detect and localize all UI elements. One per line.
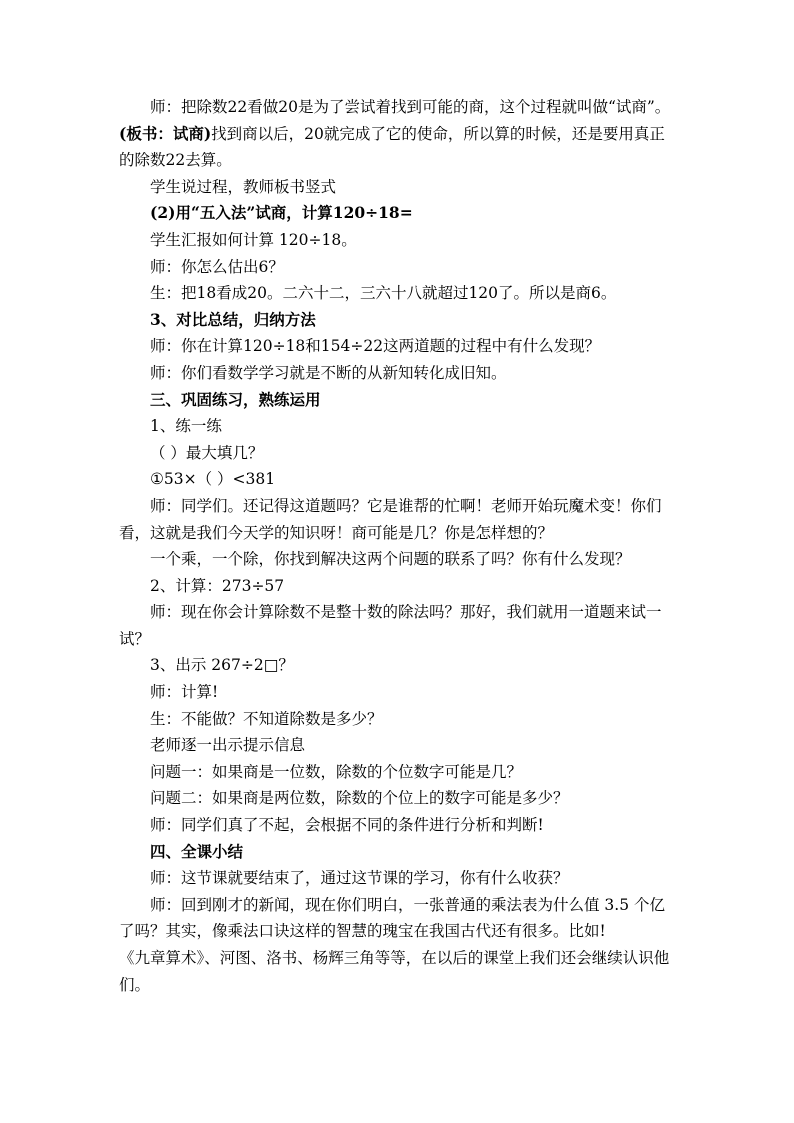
text-run: 一个乘，一个除，你找到解决这两个问题的联系了吗？你有什么发现？ (150, 550, 631, 569)
text-run: 3、出示 267÷2□？ (150, 656, 294, 675)
text-run: 生：把18看成20。二六十二，三六十八就超过120了。所以是商6。 (150, 284, 617, 303)
paragraph-18 (119, 652, 675, 679)
text-run: ①53×（ ）<381 (150, 470, 276, 489)
text-run: 学生说过程，教师板书竖式 (150, 177, 337, 196)
text-run: 师：你们看数学学习就是不断的从新知转化成旧知。 (150, 363, 507, 382)
text-run: 问题一：如果商是一位数，除数的个位数字可能是几？ (150, 762, 523, 781)
paragraph-1 (119, 94, 675, 174)
text-run: 师：回到刚才的新闻，现在你们明白，一张普通的乘法表为什么值 3.5 个亿了吗？其实，像乘法口诀这样的智慧的瑰宝在我国古代还有很多。比如! (119, 895, 666, 941)
bold-text-run: 三、巩固练习，熟练运用 (150, 389, 321, 409)
text-run: 老师逐一出示提示信息 (150, 736, 306, 755)
paragraph-4 (119, 227, 675, 254)
text-run: 师：同学们。还记得这道题吗？它是谁帮的忙啊！老师开始玩魔术变！你们看，这就是我们今天学的知识呀！商可能是几？你是怎样想的？ (119, 496, 662, 542)
bold-text-run: (2)用“五入法”试商，计算120÷18= (150, 203, 413, 223)
paragraph-28 (119, 945, 675, 998)
text-run: 师：你在计算120÷18和154÷22这两道题的过程中有什么发现？ (150, 337, 601, 356)
paragraph-9 (119, 360, 675, 387)
text-run: 学生汇报如何计算 120÷18。 (150, 230, 357, 249)
text-run: 2、计算：273÷57 (150, 576, 285, 595)
paragraph-27 (119, 892, 675, 945)
bold-text-run: 3、对比总结，归纳方法 (150, 309, 316, 329)
paragraph-10 (119, 387, 675, 414)
text-run: 师：这节课就要结束了，通过这节课的学习，你有什么收获？ (150, 869, 569, 888)
paragraph-26 (119, 865, 675, 892)
lesson-plan-body (119, 94, 675, 998)
paragraph-19 (119, 679, 675, 706)
bold-text-run: 四、全课小结 (150, 841, 244, 861)
text-run: 1、练一练 (150, 417, 222, 436)
paragraph-11 (119, 413, 675, 440)
text-run: （ ）最大填几？ (150, 443, 264, 462)
paragraph-23 (119, 785, 675, 812)
paragraph-25 (119, 839, 675, 866)
text-run: 生：不能做？不知道除数是多少？ (150, 709, 383, 728)
paragraph-14 (119, 493, 675, 546)
text-run: 师：现在你会计算除数不是整十数的除法吗？那好，我们就用一道题来试一试？ (119, 603, 662, 648)
text-run: 师：计算! (150, 683, 219, 702)
paragraph-8 (119, 333, 675, 360)
text-run: 《九章算术》、河图、洛书、杨辉三角等等，在以后的课堂上我们还会继续认识他们。 (119, 949, 670, 994)
paragraph-2 (119, 174, 675, 201)
paragraph-22 (119, 759, 675, 786)
text-run: 师：你怎么估出6？ (150, 257, 284, 276)
paragraph-20 (119, 706, 675, 733)
text-run: 找到商以后，20就完成了它的使命，所以算的时候，还是要用真正的除数22去算。 (119, 124, 665, 170)
paragraph-6 (119, 280, 675, 307)
paragraph-17 (119, 599, 675, 652)
paragraph-21 (119, 732, 675, 759)
paragraph-5 (119, 254, 675, 281)
paragraph-16 (119, 573, 675, 600)
text-run: 问题二：如果商是两位数，除数的个位上的数字可能是多少？ (150, 789, 569, 808)
text-run: 师：把除数22看做20是为了尝试着找到可能的商，这个过程就叫做“试商”。 (150, 98, 671, 116)
text-run: 师：同学们真了不起，会根据不同的条件进行分析和判断! (150, 816, 544, 835)
bold-text-run: (板书：试商) (119, 123, 212, 143)
paragraph-12 (119, 440, 675, 467)
paragraph-24 (119, 812, 675, 839)
paragraph-15 (119, 546, 675, 573)
paragraph-3 (119, 200, 675, 227)
paragraph-7 (119, 307, 675, 334)
paragraph-13 (119, 466, 675, 493)
